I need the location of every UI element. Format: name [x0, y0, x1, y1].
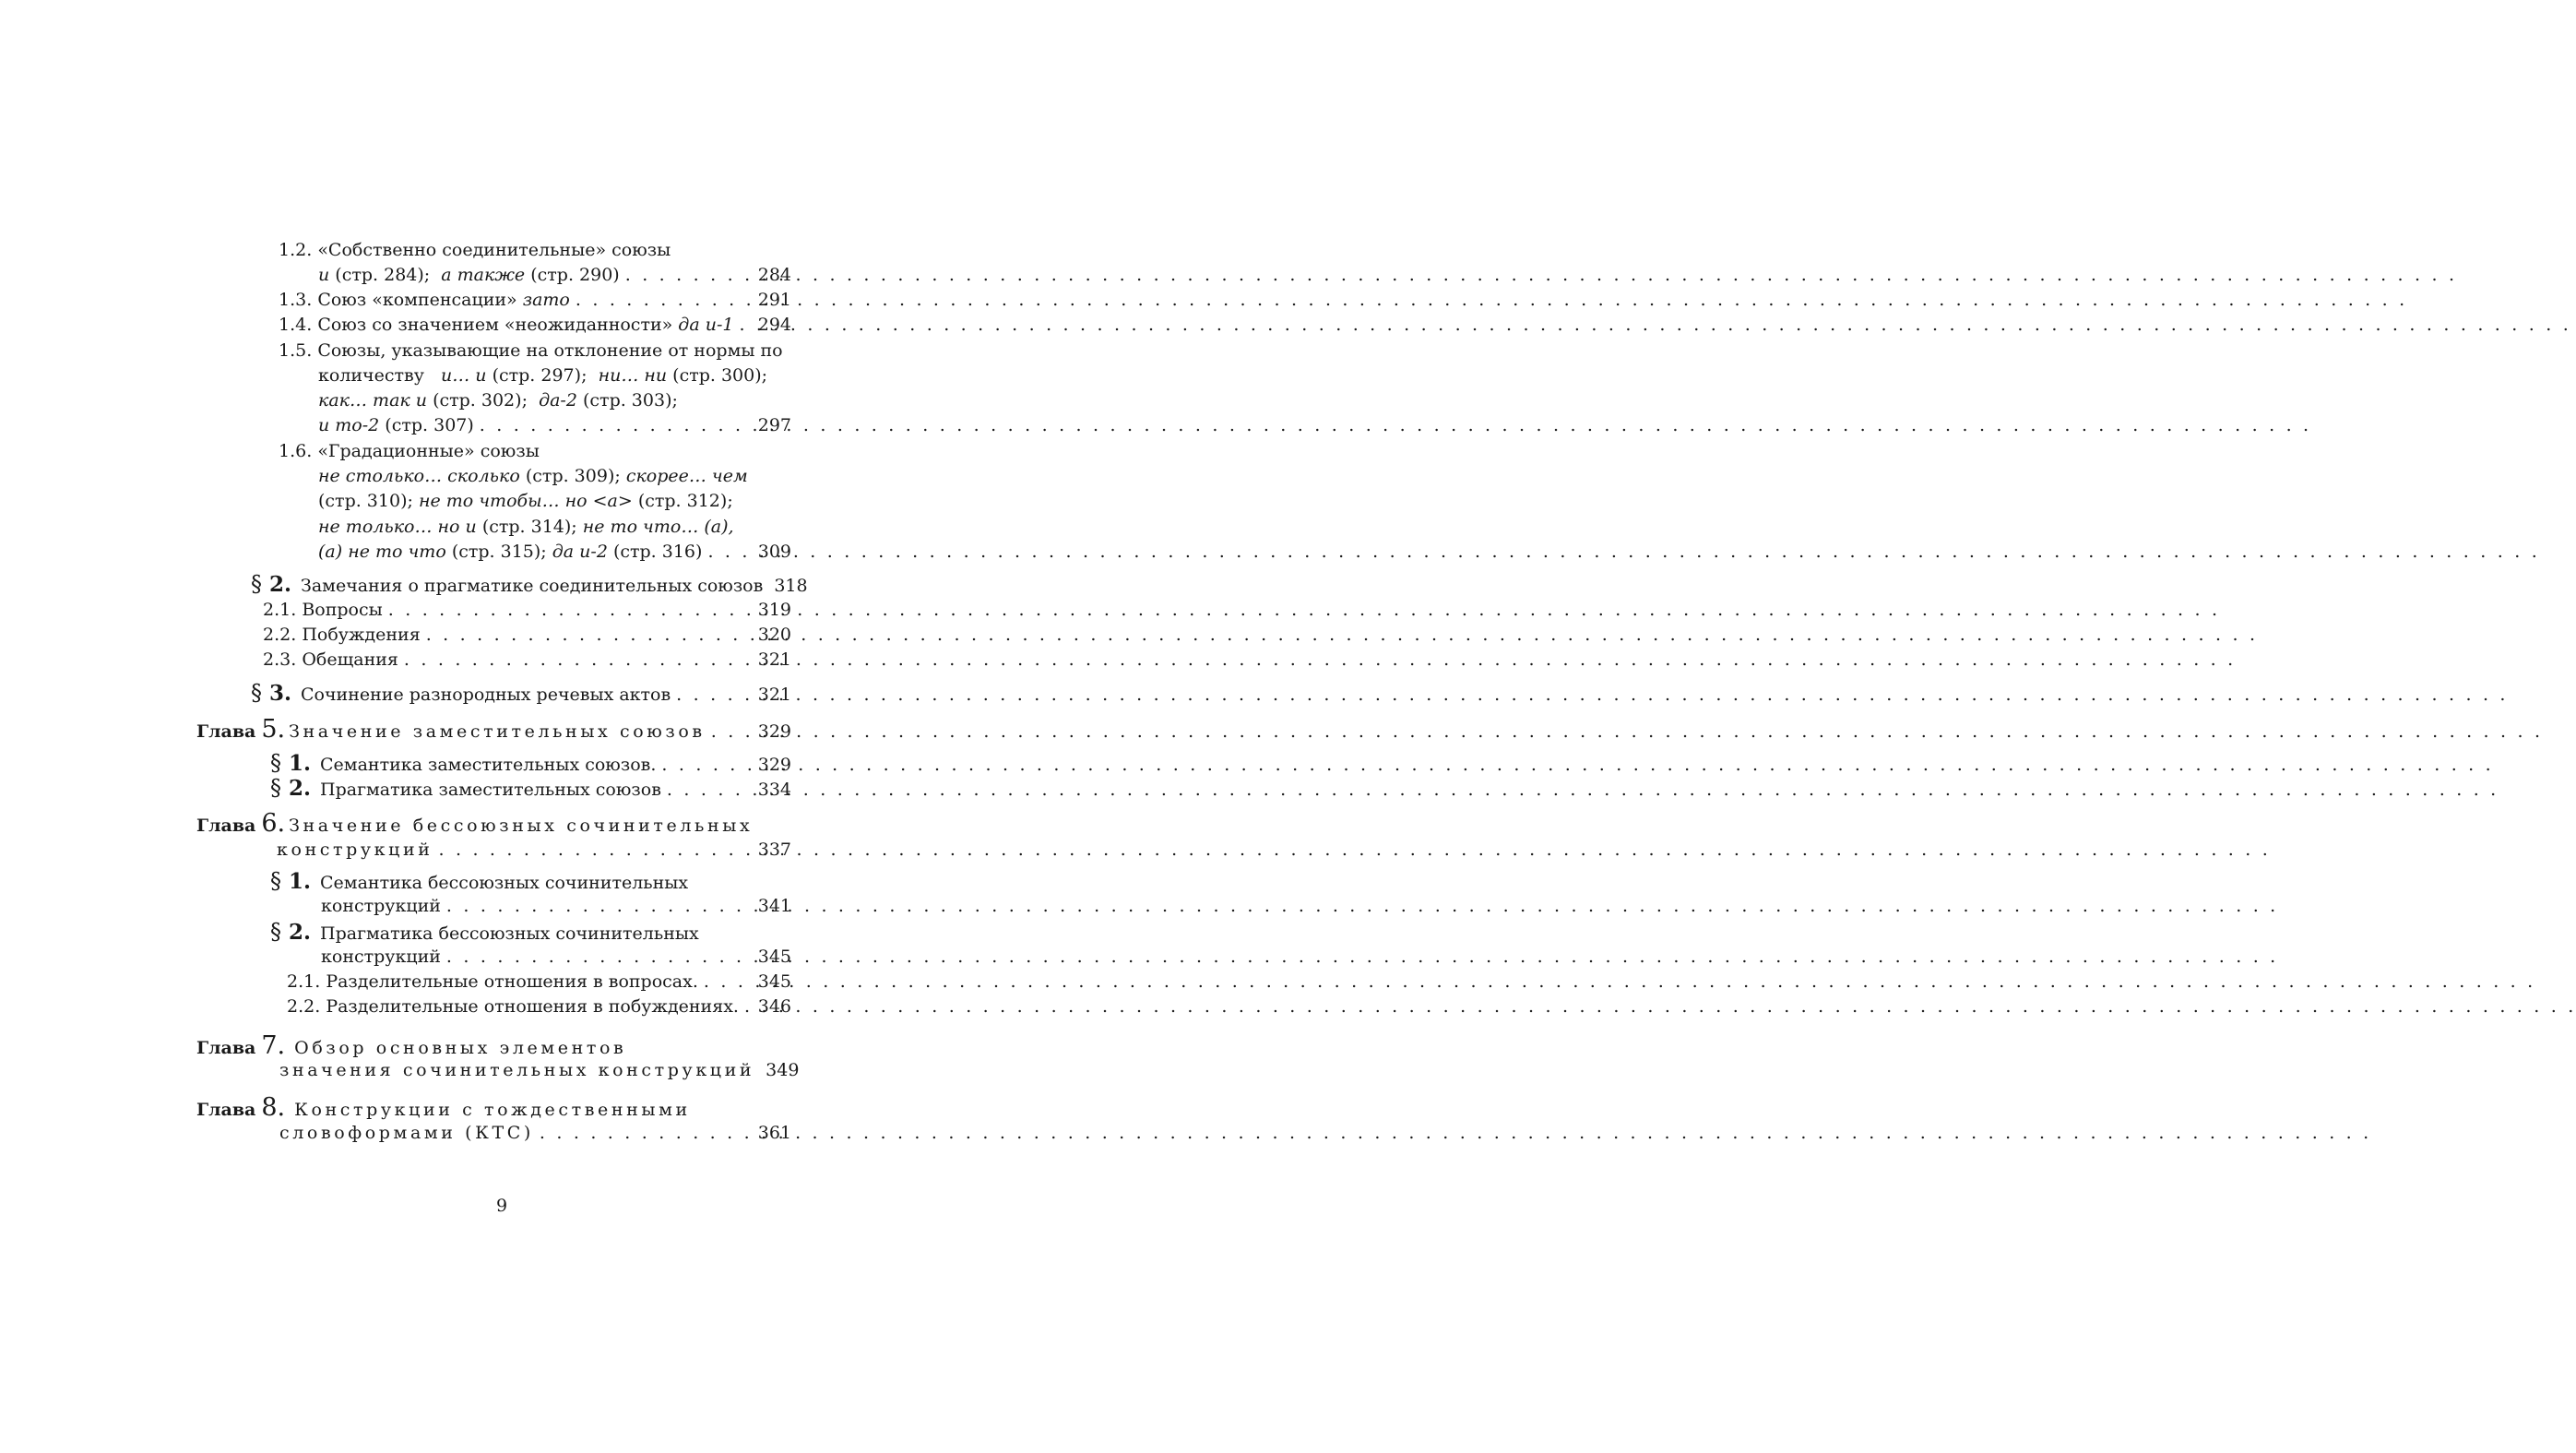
section-sign: § — [251, 571, 262, 597]
page-ref: 329 — [757, 755, 791, 775]
leader-dots — [439, 838, 753, 863]
section-sign: § — [251, 680, 262, 706]
page-ref: 309 — [757, 542, 791, 562]
toc-entry-1-4: 1.4. Союз со значением «неожиданности» да и-1 . . . 294 — [279, 313, 791, 338]
page-ref: 329 — [757, 721, 791, 742]
page-number: 9 — [495, 1196, 508, 1216]
toc-entry-1-6-line2: не столько… сколько (стр. 309); скорее… чем — [318, 466, 748, 486]
toc-page — [0, 0, 1003, 1453]
toc-entry-1-3: 1.3. Союз «компенсации» зато . . . 291 — [279, 288, 791, 313]
toc-entry-1-5-line3: как… так и (стр. 302); да-2 (стр. 303); — [318, 390, 678, 411]
section-sign: § — [270, 775, 281, 801]
page-ref: 294 — [757, 315, 791, 335]
leader-dots — [388, 598, 753, 623]
toc-section-2: § 2. Замечания о прагматике соединительных союзов 318 — [251, 568, 791, 600]
toc-entry-1-2-line2: и (стр. 284); а также (стр. 290) . . . 284 — [318, 263, 791, 288]
leader-dots — [739, 313, 752, 338]
section-sign: § — [270, 919, 281, 945]
leader-dots — [744, 994, 753, 1019]
page-ref: 318 — [774, 576, 808, 596]
leader-dots — [404, 648, 753, 673]
toc-entry-2-2: 2.2. Побуждения . . . 320 — [263, 623, 791, 648]
leader-dots — [480, 413, 753, 438]
leader-dots — [625, 263, 753, 288]
toc-entry-1-6-line3: (стр. 310); не то чтобы… но <а> (стр. 312); — [318, 491, 733, 511]
toc-entry-1-2-title: 1.2. «Собственно соединительные» союзы — [279, 240, 671, 260]
leader-dots — [707, 540, 752, 565]
toc-entry-1-5-line2: количеству и… и (стр. 297); ни… ни (стр. 300); — [318, 365, 768, 386]
toc-chapter-6-section-1-line2: конструкций . . . 341 — [321, 894, 791, 919]
toc-chapter-5-section-1: § 1. Семантика заместительных союзов. . . . 329 — [270, 748, 791, 778]
leader-dots — [676, 679, 753, 710]
toc-chapter-6-entry-2-2: 2.2. Разделительные отношения в побуждениях. . . . 346 — [287, 994, 791, 1019]
toc-chapter-6-line2: конструкций . . . 337 — [277, 838, 791, 863]
section-sign: § — [270, 868, 281, 894]
toc-entry-1-6-line5: (а) не то что (стр. 315); да и-2 (стр. 316) . . . 309 — [318, 540, 791, 565]
toc-entry-2-1: 2.1. Вопросы . . . 319 — [263, 598, 791, 623]
toc-entry-1-5-title: 1.5. Союзы, указывающие на отклонение от нормы по — [279, 340, 783, 361]
section-sign: § — [270, 750, 281, 776]
page-ref: 341 — [757, 896, 791, 916]
page-ref: 361 — [757, 1123, 791, 1143]
page-ref: 345 — [757, 947, 791, 967]
toc-chapter-5: Глава 5. Значение заместительных союзов . . . 329 — [196, 714, 791, 745]
toc-chapter-6-section-1-title: § 1. Семантика бессоюзных сочинительных — [270, 868, 689, 894]
toc-entry-2-3: 2.3. Обещания . . . 321 — [263, 648, 791, 673]
toc-chapter-6-section-2-line2: конструкций . . . 345 — [321, 945, 791, 970]
leader-dots — [576, 288, 753, 313]
leader-dots — [667, 775, 753, 804]
leader-dots — [446, 894, 753, 919]
page-ref: 334 — [757, 780, 791, 800]
toc-chapter-8-title: Глава 8. Конструкции с тождественными — [196, 1093, 691, 1122]
page-ref: 321 — [757, 685, 791, 705]
page-ref: 349 — [766, 1060, 800, 1080]
toc-section-3: § 3. Сочинение разнородных речевых актов . . . 321 — [251, 677, 791, 709]
page-ref: 319 — [757, 600, 791, 620]
toc-chapter-6-entry-2-1: 2.1. Разделительные отношения в вопросах. . . . 345 — [287, 970, 791, 994]
toc-chapter-7-line2: значения сочинительных конструкций 349 — [279, 1058, 791, 1083]
page-ref: 320 — [757, 625, 791, 645]
page-ref: 291 — [757, 290, 791, 310]
toc-chapter-8-line2: словоформами (КТС) . . . 361 — [279, 1121, 791, 1146]
leader-dots — [711, 716, 753, 747]
leader-dots — [426, 623, 753, 648]
toc-chapter-7-title: Глава 7. Обзор основных элементов — [196, 1031, 627, 1060]
page-ref: 321 — [757, 649, 791, 670]
toc-entry-1-5-line4: и то-2 (стр. 307) . . . 297 — [318, 413, 791, 438]
page-ref: 297 — [757, 415, 791, 435]
toc-chapter-6-title: Глава 6. Значение бессоюзных сочинительных — [196, 809, 754, 838]
leader-dots — [446, 945, 753, 970]
leader-dots — [540, 1121, 753, 1146]
page-ref: 337 — [757, 840, 791, 860]
toc-entry-1-6-title: 1.6. «Градационные» союзы — [279, 441, 540, 461]
toc-entry-1-6-line4: не только… но и (стр. 314); не то что… (а), — [318, 517, 734, 537]
toc-chapter-5-section-2: § 2. Прагматика заместительных союзов . . . 334 — [270, 773, 791, 803]
leader-dots — [704, 970, 753, 994]
page-ref: 284 — [757, 265, 791, 285]
page-ref: 345 — [757, 971, 791, 992]
page-ref: 346 — [757, 996, 791, 1017]
toc-chapter-6-section-2-title: § 2. Прагматика бессоюзных сочинительных — [270, 919, 699, 945]
